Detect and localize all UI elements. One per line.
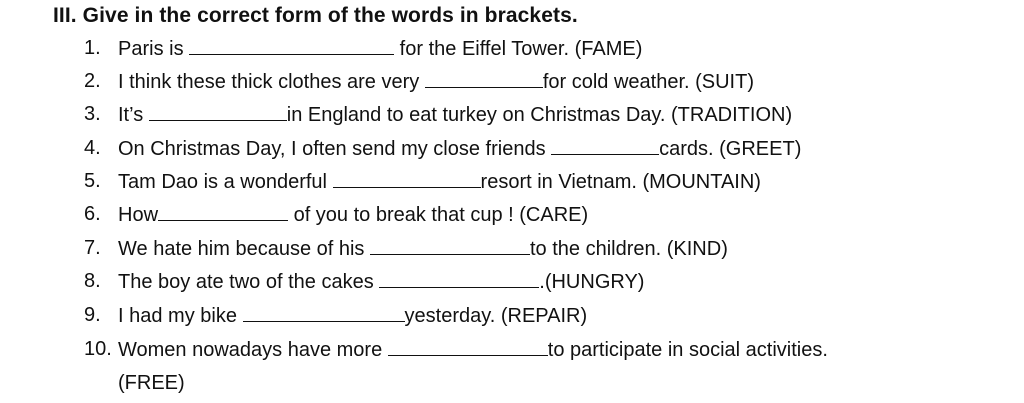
item-text-before: Paris is — [118, 38, 190, 60]
item-number: 1. — [84, 37, 101, 59]
item-text-before: The boy ate two of the cakes — [118, 271, 380, 293]
item-number: 3. — [84, 103, 101, 125]
item-text-before: We hate him because of his — [118, 238, 370, 260]
answer-blank[interactable] — [243, 302, 405, 322]
answer-blank[interactable] — [370, 235, 530, 255]
item-number: 10. — [84, 338, 112, 360]
item-number: 9. — [84, 304, 101, 326]
item-text-before: Women nowadays have more — [118, 339, 388, 361]
item-text-before: It’s — [118, 104, 149, 126]
item-10-continuation: (FREE) — [118, 372, 185, 394]
item-number: 5. — [84, 170, 101, 192]
item-number: 2. — [84, 70, 101, 92]
answer-blank[interactable] — [333, 168, 481, 188]
item-text-after: of you to break that cup ! (CARE) — [288, 204, 589, 226]
item-text-after: for the Eiffel Tower. (FAME) — [394, 38, 643, 60]
item-text-before: Tam Dao is a wonderful — [118, 171, 333, 193]
item-text-after: .(HUNGRY) — [539, 271, 645, 293]
item-number: 8. — [84, 270, 101, 292]
item-text-before: I think these thick clothes are very — [118, 71, 425, 93]
item-text-after: for cold weather. (SUIT) — [542, 71, 754, 93]
item-text-before: How — [118, 204, 159, 226]
answer-blank[interactable] — [149, 101, 287, 121]
item-text-after: yesterday. (REPAIR) — [404, 305, 588, 327]
item-text-after: to participate in social activities. — [547, 339, 828, 361]
answer-blank[interactable] — [379, 268, 539, 288]
item-text-after: to the children. (KIND) — [530, 238, 728, 260]
answer-blank[interactable] — [425, 68, 543, 88]
item-number: 6. — [84, 203, 101, 225]
answer-blank[interactable] — [189, 35, 394, 55]
item-text-before: On Christmas Day, I often send my close friends — [118, 138, 552, 160]
answer-blank[interactable] — [388, 336, 548, 356]
item-text-after: resort in Vietnam. (MOUNTAIN) — [480, 171, 761, 193]
item-text-after: cards. (GREET) — [659, 138, 802, 160]
answer-blank[interactable] — [551, 135, 659, 155]
item-text-after: in England to eat turkey on Christmas Day. (TRADITION) — [286, 104, 793, 126]
answer-blank[interactable] — [158, 201, 288, 221]
item-text-before: I had my bike — [118, 305, 243, 327]
exercise-heading: III. Give in the correct form of the words in brackets. — [53, 4, 578, 27]
item-number: 7. — [84, 237, 101, 259]
item-number: 4. — [84, 137, 101, 159]
